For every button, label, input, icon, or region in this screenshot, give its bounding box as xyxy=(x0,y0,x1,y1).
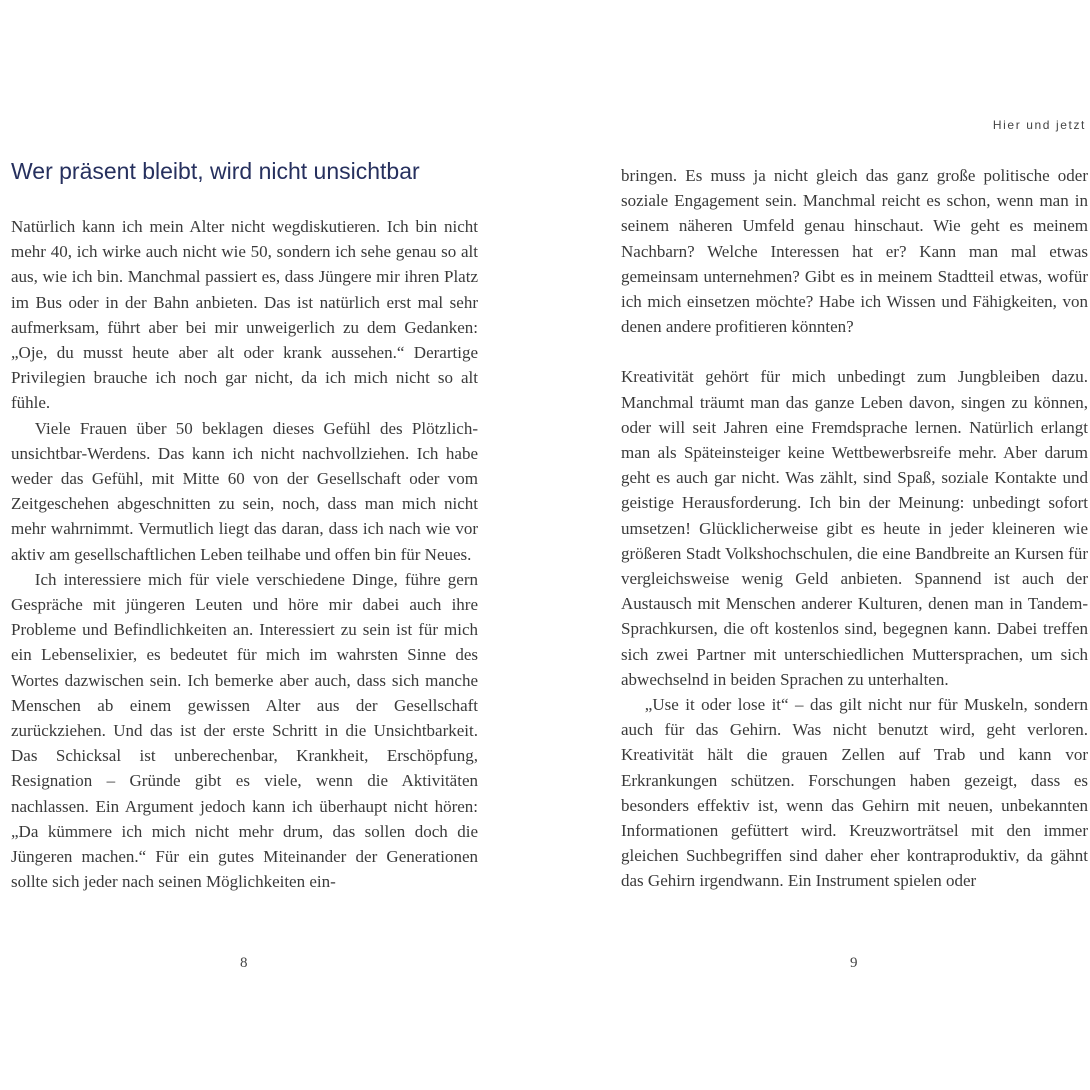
right-page xyxy=(545,0,1090,1090)
page-number-right: 9 xyxy=(850,955,858,971)
body-paragraph: Natürlich kann ich mein Alter nicht wegdiskutieren. Ich bin nicht mehr 40, ich wirke auch nicht wie 50, sondern ich sehe genau so alt aus, wie ich bin. Manchmal passiert es, dass Jüngere mir ihren Platz im Bus oder in der Bahn anbieten. Das ist natürlich erst mal sehr aufmerksam, führt aber bei mir unweigerlich zu dem Gedanken: „Oje, du musst heute aber alt oder krank aussehen.“ Derartige Privilegien brauche ich noch gar nicht, da ich mich nicht so alt fühle. xyxy=(11,217,478,413)
body-paragraph: Kreativität gehört für mich unbedingt zum Jungbleiben dazu. Manchmal träumt man das ganze Leben davon, singen zu können, oder will seit Jahren eine Fremdsprache lernen. Natürlich erlangt man als Späteinsteiger keine Wettbewerbsreife mehr. Aber darum geht es auch gar nicht. Was zählt, sind Spaß, soziale Kontakte und geistige Herausforderung. Ich bin der Meinung: unbedingt sofort umsetzen! Glücklicherweise gibt es heute in jeder kleineren wie größeren Stadt Volkshochschulen, die eine Bandbreite an Kursen für vergleichsweise wenig Geld anbieten. Spannend ist auch der Austausch mit Menschen anderer Kulturen, denen man in Tandem-Sprachkursen, die oft kostenlos sind, begegnen kann. Dabei treffen sich zwei Partner mit unterschiedlichen Muttersprachen, um sich abwechselnd in beiden Sprachen zu unterhalten. xyxy=(621,367,1088,689)
right-page-body xyxy=(621,163,1088,894)
running-head: Hier und jetzt xyxy=(992,118,1086,132)
left-page-body xyxy=(11,214,478,894)
body-paragraph: Viele Frauen über 50 beklagen dieses Gefühl des Plötzlich-unsichtbar-Werdens. Das kann ich nicht nachvollziehen. Ich habe weder das Gefühl, mit Mitte 60 von der Gesellschaft oder vom Zeitgeschehen abgeschnitten zu sein, noch, dass man mich nicht mehr wahrnimmt. Vermutlich liegt das daran, dass ich nach wie vor aktiv am gesellschaftlichen Leben teilhabe und offen bin für Neues. xyxy=(11,418,478,564)
body-paragraph: bringen. Es muss ja nicht gleich das ganz große politische oder soziale Engagement sein. Manchmal reicht es schon, wenn man in seinem näheren Umfeld genau hinschaut. Wie geht es meinem Nachbarn? Welche Interessen hat er? Kann man mal etwas gemeinsam unternehmen? Gibt es in meinem Stadtteil etwas, wofür ich mich einsetzen möchte? Habe ich Wissen und Fähigkeiten, von denen andere profitieren könnten? xyxy=(621,166,1088,337)
chapter-title: Wer präsent bleibt, wird nicht unsichtbar xyxy=(11,158,420,184)
page-number-left: 8 xyxy=(240,955,248,971)
body-paragraph: „Use it oder lose it“ – das gilt nicht nur für Muskeln, sondern auch für das Gehirn. Was nicht benutzt wird, geht verloren. Kreativität hält die grauen Zellen auf Trab und kann vor Erkrankungen schützen. Forschungen haben gezeigt, dass es besonders effektiv ist, wenn das Gehirn mit neuen, unbekannten Informationen gefüttert wird. Kreuzworträtsel mit den immer gleichen Suchbegriffen sind daher eher kontraproduktiv, da gähnt das Gehirn irgendwann. Ein Instrument spielen oder xyxy=(621,695,1088,891)
body-paragraph: Ich interessiere mich für viele verschiedene Dinge, führe gern Gespräche mit jüngeren Leuten und höre mir dabei auch ihre Probleme und Befindlichkeiten an. Interessiert zu sein ist für mich ein Lebenselixier, es bedeutet für mich im wahrsten Sinne des Wortes dazwischen sein. Ich bemerke aber auch, dass sich manche Menschen ab einem gewissen Alter aus der Gesellschaft zurückziehen. Und das ist der erste Schritt in die Unsichtbarkeit. Das Schicksal ist unberechenbar, Krankheit, Erschöpfung, Resignation – Gründe gibt es viele, wenn die Aktivitäten nachlassen. Ein Argument jedoch kann ich überhaupt nicht hören: „Da kümmere ich mich nicht mehr drum, das sollen doch die Jüngeren machen.“ Für ein gutes Miteinander der Generationen sollte sich jeder nach seinen Möglichkeiten ein- xyxy=(11,569,478,892)
